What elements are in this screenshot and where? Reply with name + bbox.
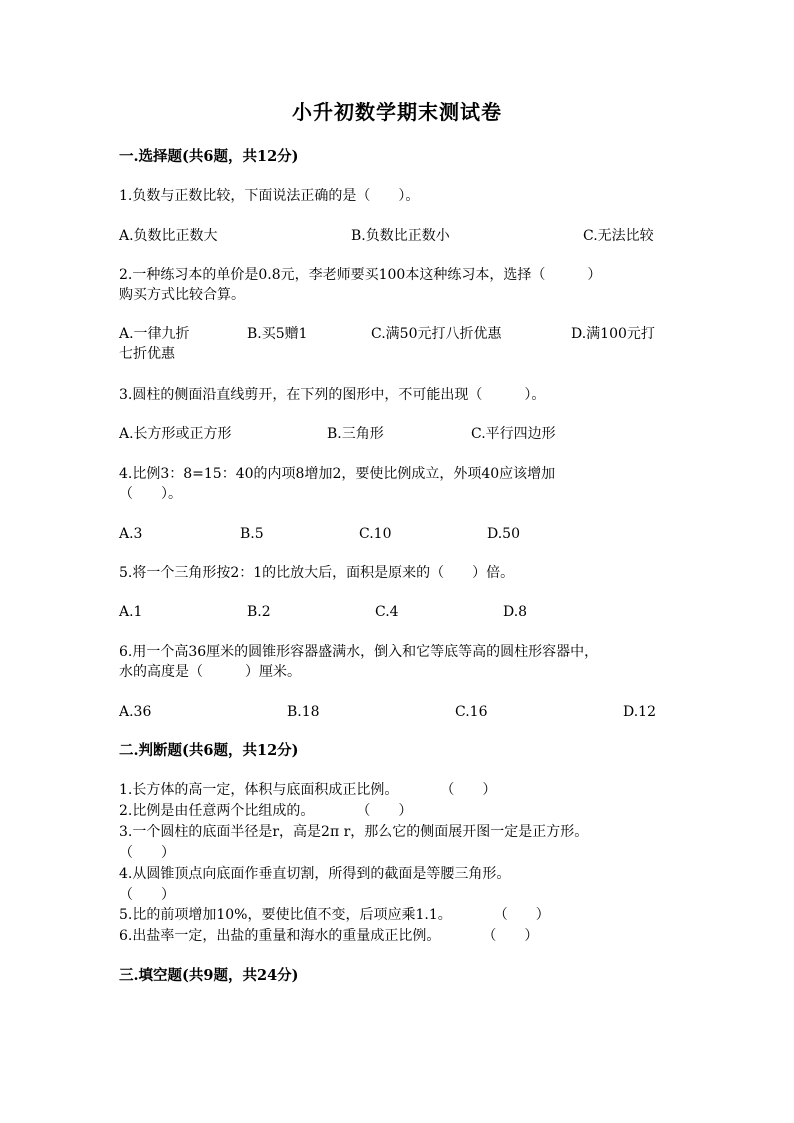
question-3-option-c: C.平行四边形 (471, 426, 556, 442)
judgement-line-4: 4.从圆锥顶点向底面作垂直切割，所得到的截面是等腰三角形。 (119, 866, 511, 882)
judgement-line-4-bracket: （ ） (119, 887, 175, 903)
question-2-option-c: C.满50元打八折优惠 (371, 326, 502, 342)
question-6-option-a: A.36 (119, 704, 152, 720)
question-1-option-a: A.负数比正数大 (119, 228, 218, 244)
question-2-option-a: A.一律九折 (119, 326, 190, 342)
question-6-option-c: C.16 (455, 704, 488, 720)
question-4-option-a: A.3 (119, 526, 143, 542)
question-4-option-b: B.5 (240, 526, 264, 542)
question-6-stem-line2: 水的高度是（ ）厘米。 (119, 664, 301, 680)
question-3-stem: 3.圆柱的侧面沿直线剪开，在下列的图形中，不可能出现（ ）。 (119, 387, 546, 403)
question-6-option-d: D.12 (623, 704, 656, 720)
judgement-line-1: 1.长方体的高一定，体积与底面积成正比例。 （ ） (119, 782, 497, 798)
question-3-option-b: B.三角形 (327, 426, 384, 442)
section-heading-judgement: 二.判断题(共6题，共12分) (119, 742, 299, 759)
question-2-stem-line1: 2.一种练习本的单价是0.8元，李老师要买100本这种练习本，选择（ ） (119, 267, 602, 283)
judgement-line-3: 3.一个圆柱的底面半径是r，高是2π r，那么它的侧面展开图一定是正方形。 (119, 824, 589, 840)
section-heading-choice: 一.选择题(共6题，共12分) (119, 148, 299, 165)
question-4-stem-line1: 4.比例3：8=15：40的内项8增加2，要使比例成立，外项40应该增加 (119, 466, 556, 482)
question-6-option-b: B.18 (287, 704, 320, 720)
judgement-line-5: 5.比的前项增加10%，要使比值不变，后项应乘1.1。 （ ） (119, 907, 550, 923)
question-3-option-a: A.长方形或正方形 (119, 426, 232, 442)
question-6-stem-line1: 6.用一个高36厘米的圆锥形容器盛满水，倒入和它等底等高的圆柱形容器中， (119, 644, 599, 660)
question-5-stem: 5.将一个三角形按2：1的比放大后，面积是原来的（ ）倍。 (119, 565, 515, 581)
question-5-option-b: B.2 (247, 604, 271, 620)
question-4-option-d: D.50 (487, 526, 520, 542)
judgement-line-2: 2.比例是由任意两个比组成的。 （ ） (119, 803, 413, 819)
question-5-option-d: D.8 (503, 604, 528, 620)
section-heading-fill-in: 三.填空题(共9题，共24分) (119, 967, 299, 984)
question-2-option-b: B.买5赠1 (247, 326, 308, 342)
page-title: 小升初数学期末测试卷 (292, 100, 502, 124)
question-2-option-d-continued: 七折优惠 (119, 346, 175, 362)
question-5-option-c: C.4 (375, 604, 399, 620)
question-1-option-b: B.负数比正数小 (351, 228, 450, 244)
question-1-stem: 1.负数与正数比较，下面说法正确的是（ ）。 (119, 188, 420, 204)
question-1-option-c: C.无法比较 (583, 228, 654, 244)
question-4-option-c: C.10 (359, 526, 392, 542)
judgement-line-6: 6.出盐率一定，出盐的重量和海水的重量成正比例。 （ ） (119, 928, 539, 944)
question-4-stem-line2: （ ）。 (119, 486, 182, 502)
question-2-option-d: D.满100元打 (571, 326, 655, 342)
question-5-option-a: A.1 (119, 604, 143, 620)
question-2-stem-line2: 购买方式比较合算。 (119, 287, 245, 303)
judgement-line-3-bracket: （ ） (119, 845, 175, 861)
